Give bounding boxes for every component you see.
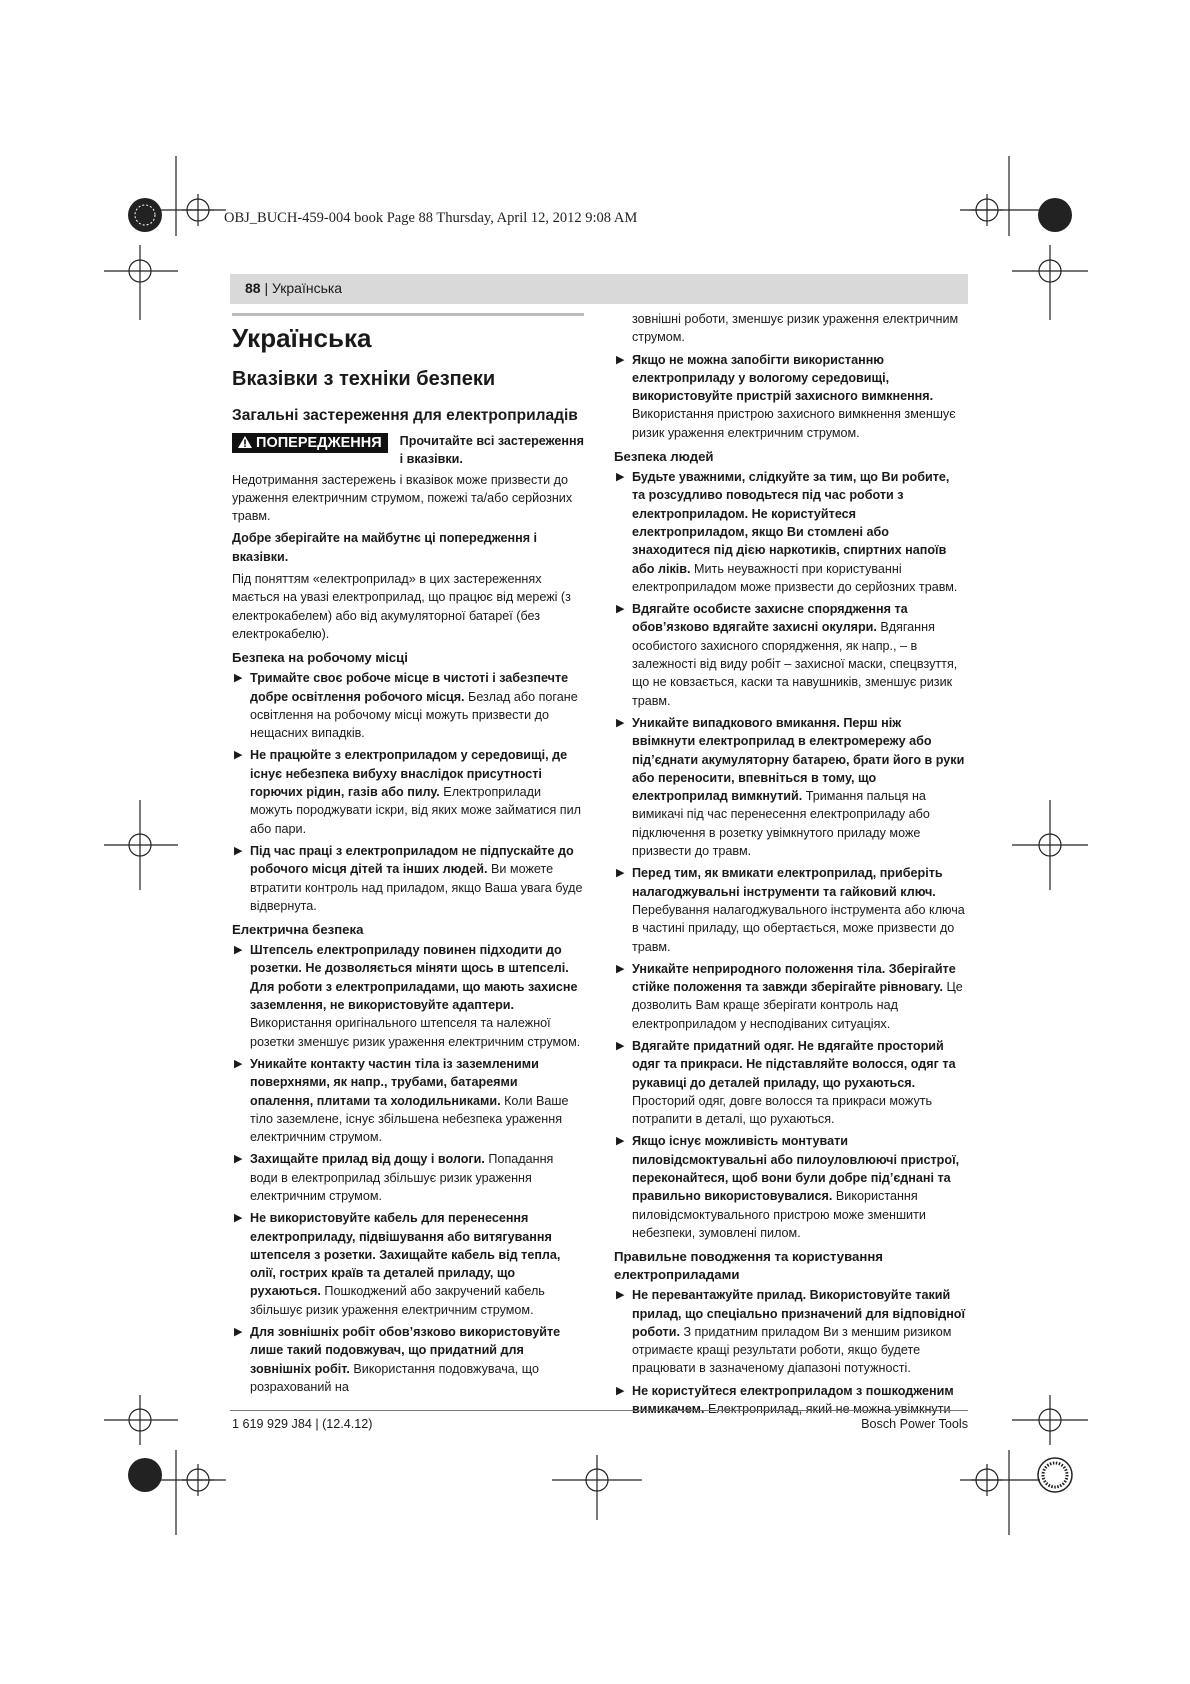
page-number: 88 [245,280,261,296]
bullet-arrow-icon: ▶ [616,716,625,729]
warning-text: Прочитайте всі застереження і вказівки. [399,434,584,467]
list-item: ▶ Уникайте контакту частин тіла із заземленими поверхнями, як напр., трубами, батареями опалення, плитами та холодильниками. Коли Ваше тіло заземлене, існує збільшена небезпека ураження електричним струмом. [234,1056,569,1145]
list-item: ▶ Перед тим, як вмикати електроприлад, приберіть налагоджувальні інструменти та гайковий ключ. Перебування налагоджувального інструмента або ключа в частині приладу, що обертається, може призвести до травм. [616,866,965,954]
subsection-title: Загальні застереження для електроприладів [232,407,578,424]
bullet-arrow-icon: ▶ [234,844,243,857]
people-list [614,468,966,1242]
intro-paragraph-2: Добре зберігайте на майбутнє ці попередження і вказівки. [232,531,538,564]
workplace-list [232,669,584,915]
bullet-arrow-icon: ▶ [616,867,625,880]
intro-paragraph-1: Недотримання застережень і вказівок може призвести до ураження електричним струмом, пожежі та/або серйозних травм. [232,472,573,524]
print-info-line: OBJ_BUCH-459-004 book Page 88 Thursday, April 12, 2012 9:08 AM [224,210,638,226]
bullet-arrow-icon: ▶ [616,1384,625,1397]
bullet-arrow-icon: ▶ [234,1057,243,1070]
handling-list [614,1286,966,1418]
bullet-arrow-icon: ▶ [616,1039,625,1052]
list-item: ▶ Для зовнішніх робіт обов’язково використовуйте лише такий подовжувач, що придатний для зовнішніх робіт. Використання подовжувача, що розрахований на [234,1325,561,1394]
bullet-arrow-icon: ▶ [234,1153,243,1166]
bullet-arrow-icon: ▶ [616,603,625,616]
bullet-arrow-icon: ▶ [234,672,243,685]
intro-paragraph-3: Під поняттям «електроприлад» в цих застереженнях мається на увазі електроприлад, що працює від мережі (з електрокабелем) або від акумуляторної батареї (без електрокабелю). [232,572,571,641]
footer-rule [230,1410,968,1411]
list-item: ▶ Вдягайте особисте захисне спорядження та обов’язково вдягайте захисні окуляри. Вдягання особистого захисного спорядження, як напр., – в залежності від виду робіт – захисної маски, спецвзуття, що не ковзається, каски та навушників, зменшує ризик травм. [616,602,958,708]
page-header [230,274,968,304]
people-heading: Безпека людей [614,449,714,465]
list-item: ▶ Не перевантажуйте прилад. Використовуйте такий прилад, що спеціально призначений для відповідної роботи. З придатним приладом Ви з меншим ризиком отримаєте кращі результати роботи, якщо будете працювати в зазначеному діапазоні потужності. [616,1288,966,1376]
list-item: ▶ Під час праці з електроприладом не підпускайте до робочого місця дітей та інших людей. Ви можете втратити контроль над приладом, якщо Ваша увага буде відвернута. [234,843,583,913]
warning-block [232,432,584,469]
list-item: ▶ Уникайте неприродного положення тіла. Зберігайте стійке положення та завжди зберігайте рівновагу. Це дозволить Вам краще зберігати контроль над електроприладом у несподіваних ситуаціях. [616,961,963,1031]
page-title: Українська [232,323,372,353]
bullet-arrow-icon: ▶ [234,1326,243,1339]
list-item: ▶ Вдягайте придатний одяг. Не вдягайте просторий одяг та прикраси. Не підставляйте волосся, одяг та рукавиці до деталей приладу, що рухаються. Просторий одяг, довге волосся та прикраси можуть потрапити в деталі, що рухаються. [616,1038,956,1127]
list-item: ▶ Захищайте прилад від дощу і вологи. Попадання води в електроприлад збільшує ризик ураження електричним струмом. [234,1152,554,1203]
electrical-heading: Електрична безпека [232,922,364,938]
list-item: ▶ Якщо не можна запобігти використанню електроприладу у вологому середовищі, використовуйте пристрій захисного вимкнення. Використання пристрою захисного вимкнення зменшує ризик ураження електричним струмом. [616,352,956,440]
bullet-arrow-icon: ▶ [616,1135,625,1148]
handling-heading: Правильне поводження та користування електроприладами [614,1249,883,1283]
list-item: ▶ Штепсель електроприладу повинен підходити до розетки. Не дозволяється міняти щось в штепселі. Для роботи з електроприладами, що мають захисне заземлення, не використовуйте адаптери. Використання оригінального штепселя та належної розетки зменшує ризик ураження електричним струмом. [234,943,581,1049]
list-item: ▶ Будьте уважними, слідкуйте за тим, що Ви робите, та розсудливо поводьтеся під час роботи з електроприладом. Не користуйтеся електроприладом, якщо Ви стомлені або знаходитеся під дією наркотиків, спиртних напоїв або ліків. Мить неуважності при користуванні електроприладом може призвести до серйозних травм. [616,470,958,594]
section-title: Вказівки з техніки безпеки [232,368,496,390]
workplace-heading: Безпека на робочому місці [232,650,408,666]
header-language: Українська [272,280,343,296]
warning-badge [232,433,388,453]
header-separator: | [260,280,272,296]
bullet-arrow-icon: ▶ [234,1212,243,1225]
warning-label: ПОПЕРЕДЖЕННЯ [256,435,382,451]
rcd-list [614,351,966,442]
footer-doc-number: 1 619 929 J84 | (12.4.12) [232,1417,373,1431]
list-item: ▶ Не працюйте з електроприладом у середовищі, де існує небезпека вибуху внаслідок присутності горючих рідин, газів або пилу. Електроприлади можуть породжувати іскри, від яких може займатися пил або пари. [234,748,581,836]
right-column [614,310,966,1422]
bullet-arrow-icon: ▶ [616,1289,625,1302]
column-rule [232,313,584,316]
list-item: ▶ Уникайте випадкового вмикання. Перш ніж ввімкнути електроприлад в електромережу або під’єднати акумуляторну батарею, брати його в руки або переносити, впевніться в тому, що електроприлад вимкнутий. Тримання пальця на вимикачі під час перенесення електроприладу або підключення в розетку увімкнутого приладу може призвести до травм. [616,715,965,859]
bullet-arrow-icon: ▶ [616,962,625,975]
electrical-list [232,941,584,1396]
list-item: ▶ Якщо існує можливість монтувати пиловідсмоктувальні або пилоуловлюючі пристрої, переконайтеся, щоб вони були добре під’єднані та правильно використовувалися. Використання пиловідсмоктувального пристрою може зменшити небезпеки, зумовлені пилом. [616,1134,960,1240]
bullet-arrow-icon: ▶ [234,944,243,957]
list-item: ▶ Не користуйтеся електроприладом з пошкодженим [614,1382,966,1419]
footer-brand: Bosch Power Tools [861,1417,968,1431]
bullet-arrow-icon: ▶ [616,471,625,484]
list-item: ▶ Не використовуйте кабель для перенесення електроприладу, підвішування або витягування штепселя з розетки. Захищайте кабель від тепла, олії, гострих країв та деталей приладу, що рухаються. Пошкоджений або закручений кабель збільшує ризик ураження електричним струмом. [234,1211,561,1317]
list-item: ▶ Тримайте своє робоче місце в чистоті і забезпечте добре освітлення робочого місця. Безлад або погане освітлення на робочому місці можуть призвести до нещасних випадків. [234,671,578,741]
page-number-label [245,280,342,296]
warning-triangle-icon [238,436,252,448]
bullet-arrow-icon: ▶ [234,749,243,762]
left-column [232,311,584,1400]
continued-text: зовнішні роботи, зменшує ризик ураження електричним струмом. [632,312,959,345]
bullet-arrow-icon: ▶ [616,353,625,366]
